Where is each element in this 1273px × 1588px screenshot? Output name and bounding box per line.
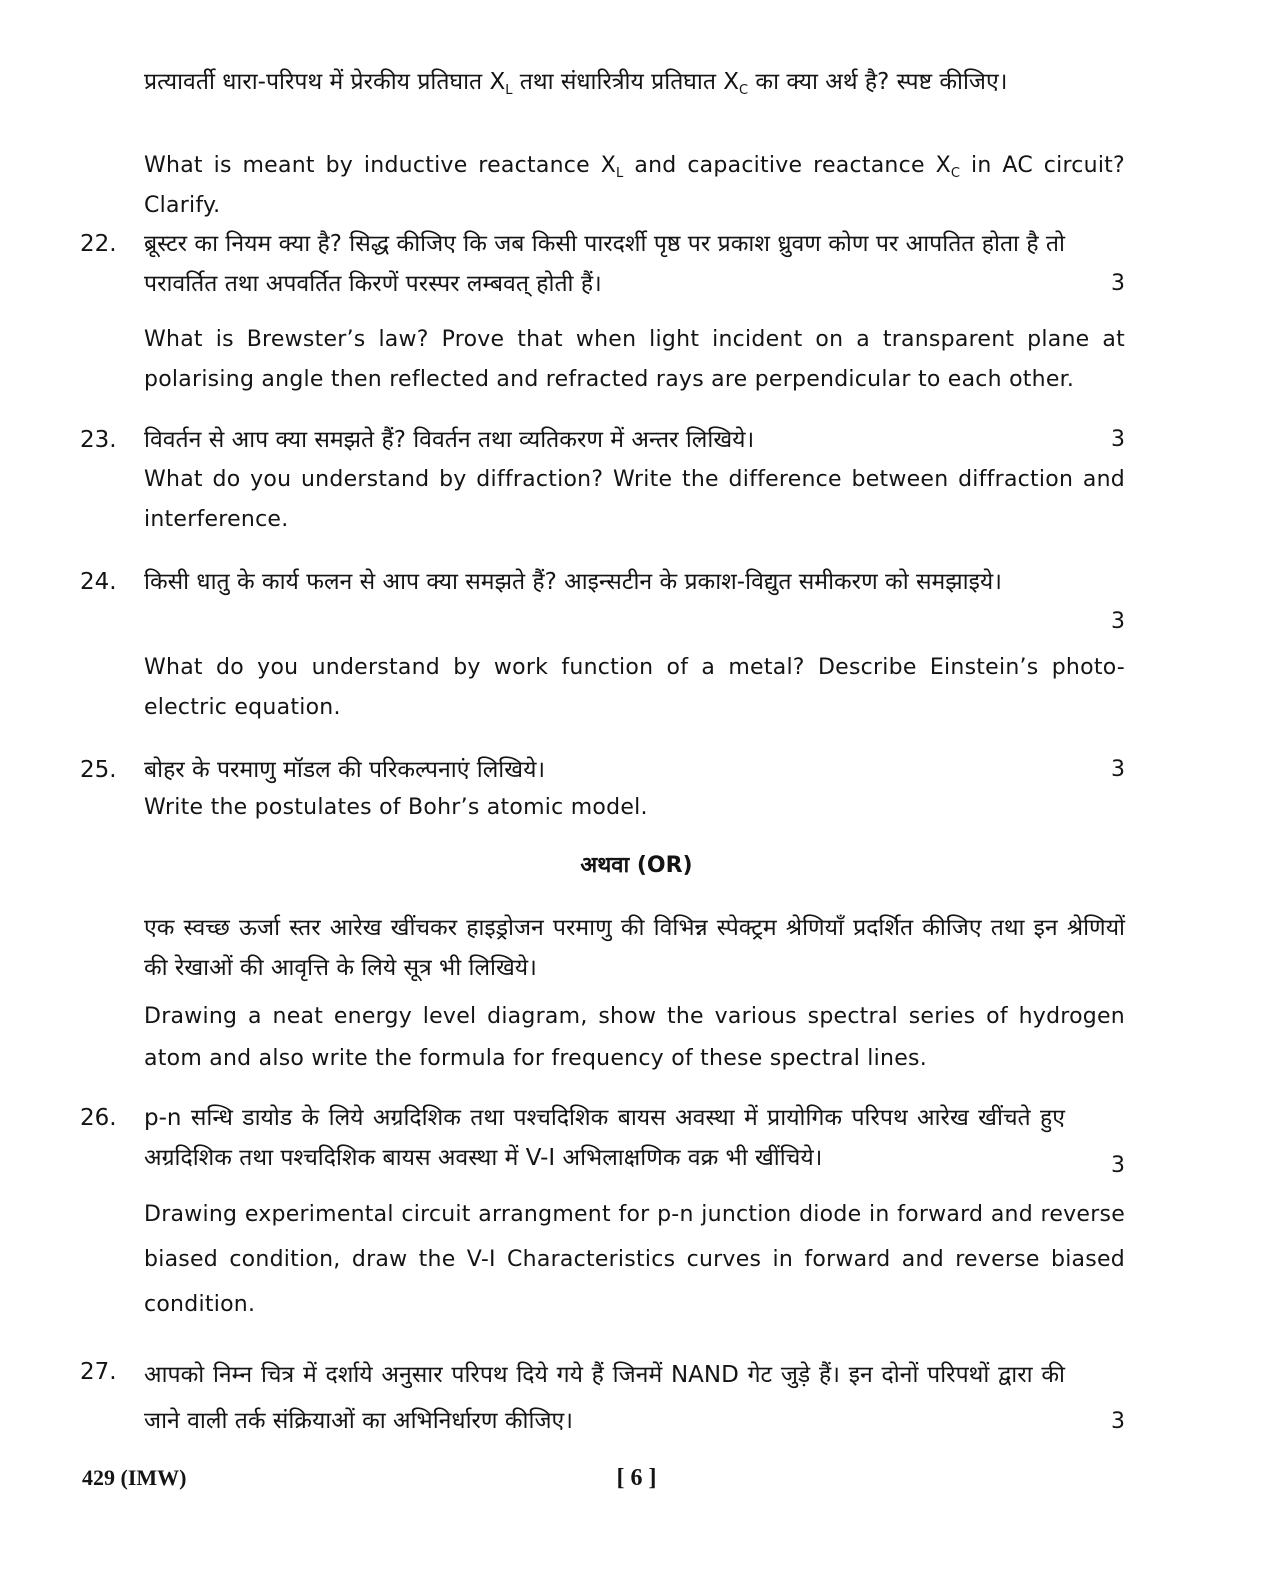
q25-english-text: Write the postulates of Bohr’s atomic model. <box>144 795 648 820</box>
q25-or-english-text: Drawing a neat energy level diagram, show the various spectral series of hydrogen atom and also write the formula for frequency of these spectral lines. <box>144 1004 1125 1071</box>
q25-marks: 3 <box>1111 757 1125 782</box>
paper-code: 429 (IMW) <box>82 1465 187 1490</box>
q22-marks: 3 <box>1111 271 1125 296</box>
q27-marks: 3 <box>1111 1409 1125 1434</box>
question-number: 25. <box>80 757 117 783</box>
q21-english-text: What is meant by inductive reactance $X_L$ and capacitive reactance $X_C$ in AC circuit? Clarify. <box>144 153 1125 218</box>
q26-english-text: Drawing experimental circuit arrangment for p-n junction diode in forward and reverse biased condition, draw the V-I Characteristics curves in forward and reverse biased condition. <box>144 1202 1125 1317</box>
q26-marks: 3 <box>1111 1153 1125 1178</box>
question-25-alternative <box>80 908 1125 1078</box>
question-24 <box>80 562 1125 727</box>
question-number: 27. <box>80 1359 117 1385</box>
q27-hindi-text: आपको निम्न चित्र में दर्शाये अनुसार परिपथ दिये गये हैं जिनमें NAND गेट जुड़े हैं। इन दोनों परिपथों द्वारा की जाने वाली तर्क संक्रियाओं का अभिनिर्धारण कीजिए। <box>144 1362 1065 1434</box>
q26-hindi-text: p-n सन्धि डायोड के लिये अग्रदिशिक तथा पश्चदिशिक बायस अवस्था में प्रायोगिक परिपथ आरेख खींचते हुए अग्रदिशिक तथा पश्चदिशिक बायस अवस्था में V-I अभिलाक्षणिक वक्र भी खींचिये। <box>144 1105 1065 1171</box>
question-26 <box>80 1098 1125 1323</box>
question-number: 24. <box>80 569 117 595</box>
q23-marks: 3 <box>1111 427 1125 452</box>
q25-hindi-text: बोहर के परमाणु मॉडल की परिकल्पनाएं लिखिये। <box>144 757 546 783</box>
question-22 <box>80 224 1125 399</box>
question-25 <box>80 750 1125 830</box>
q21-hindi-text: प्रत्यावर्ती धारा-परिपथ में प्रेरकीय प्रतिघात $X_L$ तथा संधारित्रीय प्रतिघात $X_C$ का क्या अर्थ है? स्पष्ट कीजिए। <box>144 69 1008 98</box>
q24-english-text: What do you understand by work function of a metal? Describe Einstein’s photo-electric equation. <box>144 655 1125 720</box>
question-21 <box>80 62 1125 222</box>
or-divider: अथवा (OR) <box>580 853 693 878</box>
q24-hindi-text: किसी धातु के कार्य फलन से आप क्या समझते हैं? आइन्सटीन के प्रकाश-विद्युत समीकरण को समझाइये। <box>144 569 1002 595</box>
page-number: [ 6 ] <box>616 1465 657 1491</box>
q23-english-text: What do you understand by diffraction? Write the difference between diffraction and interference. <box>144 467 1125 532</box>
question-number: 23. <box>80 427 117 453</box>
q22-english-text: What is Brewster’s law? Prove that when light incident on a transparent plane at polarising angle then reflected and refracted rays are perpendicular to each other. <box>144 327 1125 392</box>
question-number: 26. <box>80 1105 117 1131</box>
question-number: 22. <box>80 231 117 257</box>
question-23 <box>80 420 1125 540</box>
q23-hindi-text: विवर्तन से आप क्या समझते हैं? विवर्तन तथा व्यतिकरण में अन्तर लिखिये। <box>144 427 755 453</box>
q24-marks: 3 <box>1111 609 1125 634</box>
question-27 <box>80 1352 1125 1447</box>
q25-or-hindi-text: एक स्वच्छ ऊर्जा स्तर आरेख खींचकर हाइड्रोजन परमाणु की विभिन्न स्पेक्ट्रम श्रेणियाँ प्रदर्शित कीजिए तथा इन श्रेणियों की रेखाओं की आवृत्ति के लिये सूत्र भी लिखिये। <box>144 915 1125 981</box>
q22-hindi-text: ब्रूस्टर का नियम क्या है? सिद्ध कीजिए कि जब किसी पारदर्शी पृष्ठ पर प्रकाश ध्रुवण कोण पर आपतित होता है तो परावर्तित तथा अपवर्तित किरणें परस्पर लम्बवत् होती हैं। <box>144 231 1065 297</box>
